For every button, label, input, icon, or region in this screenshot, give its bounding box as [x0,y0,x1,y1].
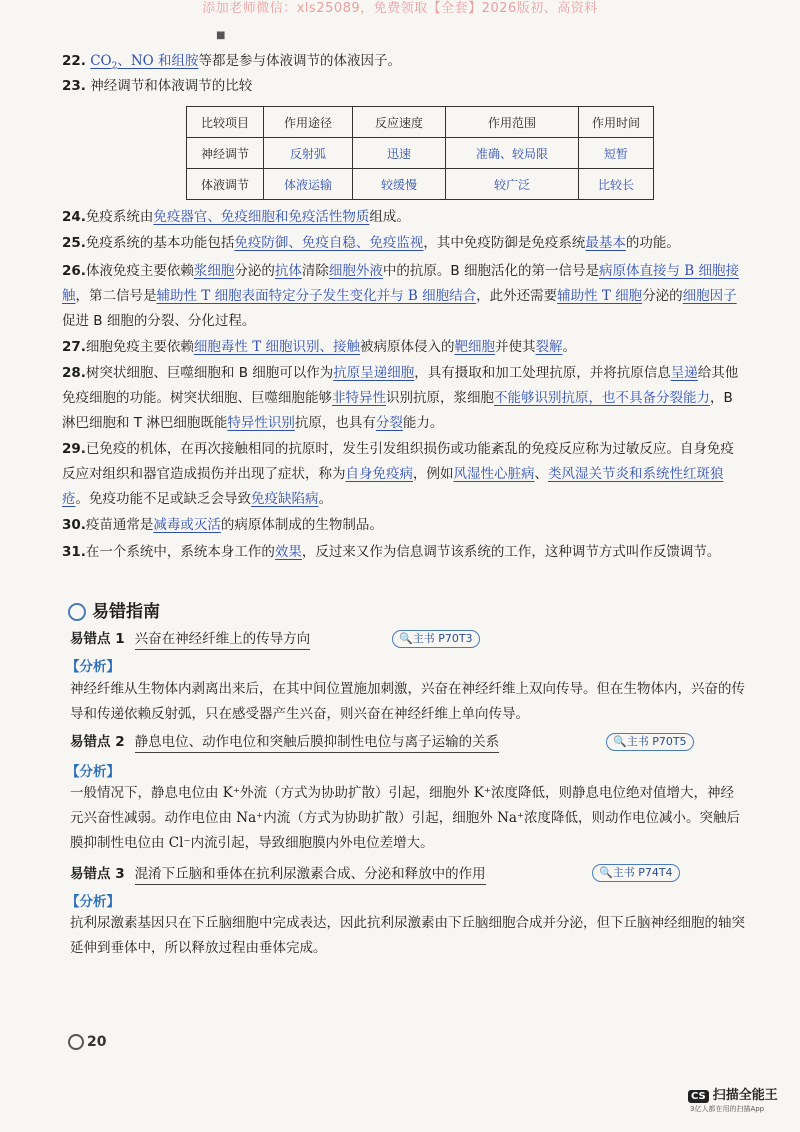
table-header-cell: 反应速度 [353,107,446,138]
table-header-cell: 比较项目 [187,107,264,138]
scanner-brand-subtitle: 3亿人都在用的扫描App [690,1105,765,1113]
table-header-cell: 作用范围 [446,107,579,138]
item-31: 31.在一个系统中，系统本身工作的效果，反过来又作为信息调节该系统的工作，这种调节方式叫作反馈调节。 [62,544,721,560]
error-point-title: 静息电位、动作电位和突触后膜抑制性电位与离子运输的关系 [135,734,500,753]
item-23 [62,74,742,99]
section-heading: 易错指南 [68,597,160,622]
handwritten-answer: 分裂 [375,415,403,431]
analysis-text: 一般情况下，静息电位由 K⁺外流（方式为协助扩散）引起，细胞外 K⁺浓度降低，则静息电位绝对值增大，神经元兴奋性减弱。动作电位由 Na⁺内流（方式为协助扩散）引起，细胞外 Na⁺浓度降低，则动作电位减小。突触后膜抑制性电位由 Cl⁻内流引起，导致细胞膜内外电位差增大。 [70,785,741,851]
handwritten-answer: 风湿性心脏病 [453,466,535,482]
table-row-label: 体液调节 [187,169,264,200]
item-29: 29.已免疫的机体，在再次接触相同的抗原时，发生引发组织损伤或功能紊乱的免疫反应称为过敏反应。自身免疫反应对组织和器官造成损伤并出现了症状，称为自身免疫病，例如风湿性心脏病、类风湿关节炎和系统性红斑狼疮。免疫功能不足或缺乏会导致免疫缺陷病。 [62,441,734,507]
table-header-cell: 作用途径 [264,107,353,138]
error-point-2 [70,732,499,752]
table-cell: 迅速 [353,138,446,169]
item-30: 30.疫苗通常是减毒或灭活的病原体制成的生物制品。 [62,517,383,533]
analysis-label: 【分析】 [66,659,120,675]
table-cell: 比较长 [579,169,654,200]
table-cell: 准确、较局限 [446,138,579,169]
analysis-text: 抗利尿激素基因只在下丘脑细胞中完成表达，因此抗利尿激素由下丘脑细胞合成并分泌，但下丘脑神经细胞的轴突延伸到垂体中，所以释放过程由垂体完成。 [70,915,745,956]
error-point-title: 混淆下丘脑和垂体在抗利尿激素合成、分泌和释放中的作用 [135,866,486,885]
handwritten-answer: 辅助性 T 细胞表面特定分子发生变化并与 B 细胞结合 [156,288,477,304]
table-header-cell: 作用时间 [579,107,654,138]
handwritten-answer: 裂解 [535,339,563,355]
handwritten-answer: 抗原呈递细胞 [333,365,415,381]
cs-logo-icon: CS [688,1090,709,1103]
item-25: 25.免疫系统的基本功能包括免疫防御、免疫自稳、免疫监视，其中免疫防御是免疫系统最基本的功能。 [62,235,680,251]
item-text: 等都是参与体液调节的体液因子。 [198,53,402,69]
table-cell: 体液运输 [264,169,353,200]
handwritten-answer: 浆细胞 [193,263,235,279]
error-point-1 [70,629,310,649]
item-26: 26.体液免疫主要依赖浆细胞分泌的抗体清除细胞外液中的抗原。B 细胞活化的第一信号是病原体直接与 B 细胞接触，第二信号是辅助性 T 细胞表面特定分子发生变化并与 B 细胞结合，此外还需要辅助性 T 细胞分泌的细胞因子促进 B 细胞的分裂、分化过程。 [62,263,739,329]
handwritten-answer: 自身免疫病 [345,466,413,482]
comparison-table [186,106,654,200]
handwritten-answer: 病原体直接与 B 细胞接触 [62,263,739,304]
handwritten-answer: 效果 [274,544,302,560]
error-point-title: 兴奋在神经纤维上的传导方向 [135,631,311,650]
table-row [187,169,654,200]
item-number: 23. [62,78,86,94]
handwritten-answer: 细胞因子 [682,288,737,304]
page-badge-icon [68,1034,84,1050]
table-cell: 短暂 [579,138,654,169]
handwritten-answer: 细胞毒性 T 细胞识别、接触 [193,339,361,355]
table-cell: 反射弧 [264,138,353,169]
table-cell: 较广泛 [446,169,579,200]
handwritten-answer: 最基本 [585,235,626,251]
handwritten-answer: 靶细胞 [454,339,496,355]
item-number: 22. [62,53,86,69]
handwritten-answer: 呈递 [670,365,698,381]
item-27: 27.细胞免疫主要依赖细胞毒性 T 细胞识别、接触被病原体侵入的靶细胞并使其裂解。 [62,339,577,355]
item-28: 28.树突状细胞、巨噬细胞和 B 细胞可以作为抗原呈递细胞，具有摄取和加工处理抗原，并将抗原信息呈递给其他免疫细胞的功能。树突状细胞、巨噬细胞能够非特异性识别抗原，浆细胞不能够识别抗原，也不具备分裂能力，B 淋巴细胞和 T 淋巴细胞既能特异性识别抗原，也具有分裂能力。 [62,365,739,431]
handwritten-answer: 非特异性 [332,390,386,406]
error-point-label: 易错点 3 [70,866,125,882]
book-reference: 🔍主书 P70T5 [606,733,694,751]
handwritten-answer: 特异性识别 [227,415,295,431]
handwritten-answer: 免疫器官、免疫细胞和免疫活性物质 [153,209,370,225]
handwritten-answer: 细胞外液 [328,263,383,279]
table-row-label: 神经调节 [187,138,264,169]
handwritten-answer: 免疫缺陷病 [251,491,319,507]
error-point-label: 易错点 1 [70,631,125,647]
table-header-row [187,107,654,138]
handwritten-answer: 抗体 [274,263,302,279]
item-text: 神经调节和体液调节的比较 [90,78,253,94]
handwritten-answer: $CO_2$、NO 和组胺 [90,53,199,72]
table-cell: 较缓慢 [353,169,446,200]
page-number: 20 [68,1034,106,1050]
handwritten-answer: 不能够识别抗原，也不具备分裂能力 [494,390,710,406]
decorative-mark: ■ [216,30,226,41]
handwritten-answer: 减毒或灭活 [153,517,221,533]
analysis-label: 【分析】 [66,764,120,780]
handwritten-answer: 免疫防御、免疫自稳、免疫监视 [234,235,424,251]
watermark-text: 添加老师微信：xls25089，免费领取【全套】2026版初、高资料 [202,1,598,16]
handwritten-answer: 辅助性 T 细胞 [557,288,643,304]
handwritten-answer: 类风湿关节炎和系统性红斑狼疮 [62,466,724,507]
error-point-3 [70,864,486,884]
error-point-label: 易错点 2 [70,734,125,750]
analysis-text: 神经纤维从生物体内剥离出来后，在其中间位置施加刺激，兴奋在神经纤维上双向传导。但在生物体内，兴奋的传导和传递依赖反射弧，只在感受器产生兴奋，则兴奋在神经纤维上单向传导。 [70,681,745,722]
item-24: 24.免疫系统由免疫器官、免疫细胞和免疫活性物质组成。 [62,209,410,225]
analysis-label: 【分析】 [66,894,120,910]
table-row [187,138,654,169]
book-reference: 🔍主书 P70T3 [392,630,480,648]
book-reference: 🔍主书 P74T4 [592,864,680,882]
scanner-brand: CS 扫描全能王 [688,1084,778,1103]
gear-icon [68,603,86,621]
